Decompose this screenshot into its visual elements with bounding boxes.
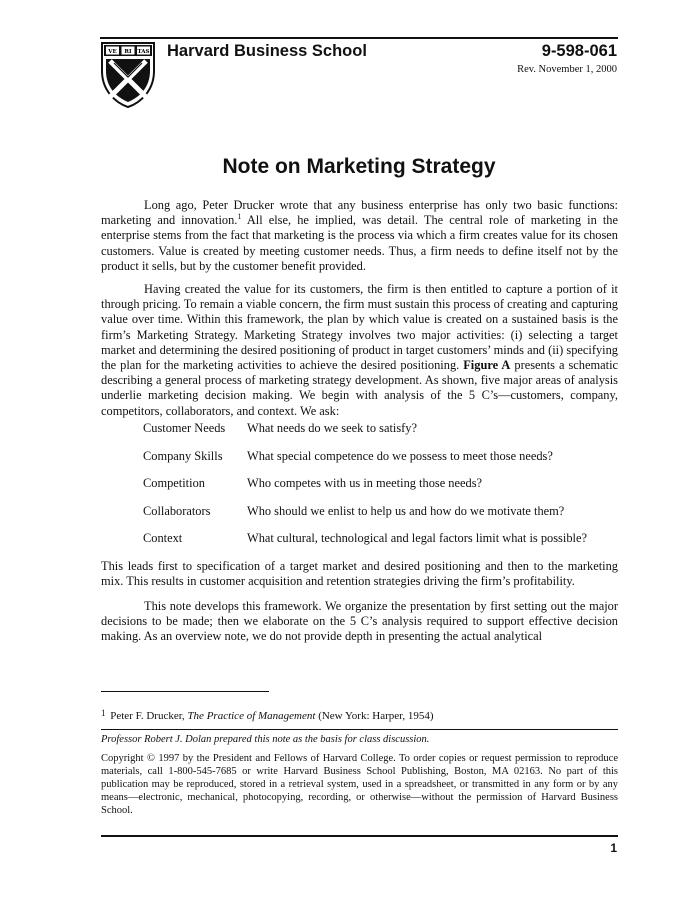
footnote-author: Peter F. Drucker,: [110, 710, 188, 722]
page-number: 1: [610, 841, 617, 855]
copyright-notice: Copyright © 1997 by the President and Fellows of Harvard College. To order copies or request permission to reproduce materials, call 1-800-545-7685 or write Harvard Business School Publishing, Boston, MA 02163. No part of this publication may be reproduced, stored in a retrieval system, used in a spreadsheet, or transmitted in any form or by any means—electronic, mechanical, photocopying, recording, or otherwise—without the permission of Harvard Business School.: [101, 753, 618, 816]
document-title: Note on Marketing Strategy: [222, 155, 496, 178]
five-cs-question: Who competes with us in meeting those needs?: [247, 476, 483, 490]
five-cs-label: Competition: [143, 476, 205, 490]
footnote-number: 1: [101, 708, 106, 718]
five-cs-question: What needs do we seek to satisfy?: [247, 421, 417, 435]
five-cs-question: What cultural, technological and legal factors limit what is possible?: [247, 531, 587, 545]
harvard-shield-logo: [100, 41, 156, 109]
paragraph-1: [101, 198, 618, 274]
footnote-book-title: The Practice of Management: [187, 710, 316, 722]
revision-date: Rev. November 1, 2000: [517, 64, 617, 75]
footnote-1: [101, 708, 434, 722]
p3-text: This leads first to specification of a target market and desired positioning and then to the marketing mix. This results in customer acquisition and retention strategies driving the firm’s profitability.: [101, 559, 618, 589]
footnote-publisher: (New York: Harper, 1954): [315, 710, 434, 722]
five-cs-label: Context: [143, 531, 183, 545]
footnote-rule: [101, 691, 269, 692]
p2-text-a: Having created the value for its customers, the firm is then entitled to capture a portion of it through pricing. To remain a viable concern, the firm must sustain this process of creating and capturing value over time. Within this framework, the plan by which value is created on a sustained basis is the firm’s Marketing Strategy. Marketing Strategy involves two major activities: (i) selecting a target market and determining the desired positioning of product in target customers’ minds and (ii) specifying the plan for the marketing activities to achieve the desired positioning.: [101, 282, 618, 373]
paragraph-4: [101, 599, 618, 645]
p4-text: This note develops this framework. We organize the presentation by first setting out the major decisions to be made; then we elaborate on the 5 C’s analysis required to support effective decision making. As an overview note, we do not provide depth in presenting the actual analytical: [101, 599, 618, 644]
five-cs-label: Company Skills: [143, 448, 223, 463]
paragraph-2: [101, 282, 618, 419]
shield-text-ve: VE: [108, 49, 117, 55]
p1-text-a: Long ago, Peter Drucker wrote that any business enterprise has only two basic functions: marketing and innovation.: [101, 198, 618, 228]
shield-text-ri: RI: [124, 49, 132, 55]
footnote-ref-1: 1: [237, 212, 242, 222]
five-cs-question: What special competence do we possess to meet those needs?: [247, 448, 553, 463]
five-cs-label: Customer Needs: [143, 421, 226, 435]
p2-text-b: presents a schematic describing a general process of marketing strategy development. As shown, five major areas of analysis underlie marketing decision making. We begin with analysis of the 5 C’s—customers, company, competitors, collaborators, and context. We ask:: [101, 358, 619, 418]
header-rule: [100, 37, 618, 39]
school-name: Harvard Business School: [167, 42, 367, 60]
prepared-by-note: Professor Robert J. Dolan prepared this note as the basis for class discussion.: [101, 734, 430, 745]
shield-text-tas: TAS: [137, 49, 150, 55]
paragraph-3: [101, 559, 618, 589]
five-cs-question: Who should we enlist to help us and how do we motivate them?: [247, 503, 565, 518]
figure-a-ref: Figure A: [463, 358, 511, 373]
five-cs-label: Collaborators: [143, 503, 211, 518]
footer-rule: [101, 835, 618, 837]
authorship-rule: [101, 729, 618, 730]
case-number: 9-598-061: [541, 42, 617, 60]
p1-text-b: All else, he implied, was detail. The central role of marketing in the enterprise stems from the fact that marketing is the process via which a firm creates value for its chosen customers. Value is created by meeting customer needs. Thus, a firm needs to define itself not by the product it sells, but by the customer benefit provided.: [101, 213, 618, 273]
